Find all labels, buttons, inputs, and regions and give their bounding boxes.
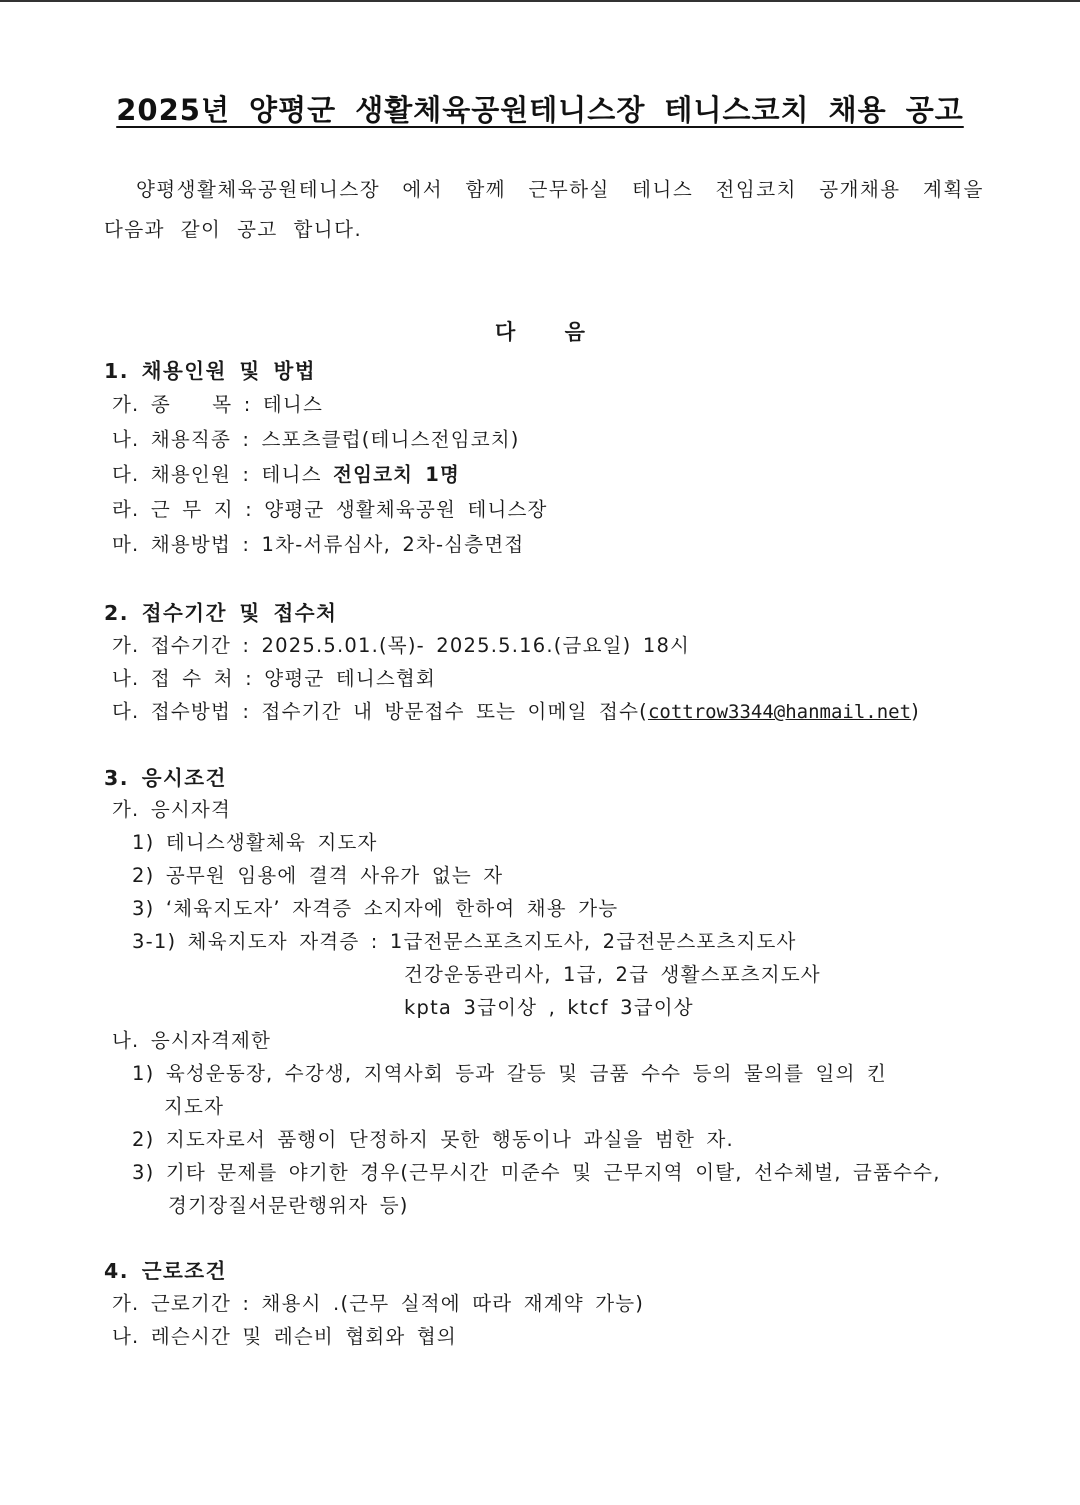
section-1-item-c: [112, 459, 460, 487]
email-link[interactable]: cottrow3344@hanmail.net: [647, 701, 912, 723]
section-3-item-b: 나. 응시자격제한: [112, 1029, 272, 1052]
section-2-item-c-text: 다. 접수방법 : 접수기간 내 방문접수 또는 이메일 접수(: [112, 700, 648, 723]
section-4-item-a: 가. 근로기간 : 채용시 .(근무 실적에 따라 재계약 가능): [112, 1292, 645, 1315]
section-1-heading: 1. 채용인원 및 방법: [104, 359, 317, 383]
page-title: 2025년 양평군 생활체육공원테니스장 테니스코치 채용 공고: [116, 93, 964, 127]
section-1-item-c-bold: 전임코치 1명: [333, 463, 461, 486]
section-1-item-d: 라. 근 무 지 : 양평군 생활체육공원 테니스장: [112, 498, 548, 521]
intro-line-1: 양평생활체육공원테니스장 에서 함께 근무하실 테니스 전임코치 공개채용 계획을: [136, 178, 984, 201]
section-2-item-c: [112, 696, 920, 724]
section-3-item-a3-1-line-2: 건강운동관리사, 1급, 2급 생활스포츠지도사: [404, 963, 821, 986]
section-1-item-a: 가. 종 목 : 테니스: [112, 393, 323, 416]
section-3-item-b3-line-2: 경기장질서문란행위자 등): [168, 1194, 409, 1217]
section-3-item-a3: 3) ‘체육지도자’ 자격증 소지자에 한하여 채용 가능: [132, 897, 619, 920]
section-1-item-b: 나. 채용직종 : 스포츠클럽(테니스전임코치): [112, 428, 520, 451]
section-3-item-a: 가. 응시자격: [112, 798, 231, 821]
section-2-heading: 2. 접수기간 및 접수처: [104, 601, 338, 625]
intro-line-2: 다음과 같이 공고 합니다.: [104, 218, 363, 241]
section-3-item-b2: 2) 지도자로서 품행이 단정하지 못한 행동이나 과실을 범한 자.: [132, 1128, 734, 1151]
section-4-item-b: 나. 레슨시간 및 레슨비 협회와 협의: [112, 1325, 457, 1348]
section-3-item-a3-1-line-3: kpta 3급이상 , ktcf 3급이상: [404, 996, 694, 1019]
section-1-item-e: 마. 채용방법 : 1차-서류심사, 2차-심층면접: [112, 533, 525, 556]
section-3-item-a1: 1) 테니스생활체육 지도자: [132, 831, 378, 854]
section-3-item-b1: 1) 육성운동장, 수강생, 지역사회 등과 갈등 및 금품 수수 등의 물의를 일의 킨: [132, 1062, 888, 1085]
section-divider-heading: 다 음: [495, 320, 585, 344]
intro-paragraph: [104, 170, 984, 250]
section-4-heading: 4. 근로조건: [104, 1259, 227, 1283]
section-3-item-b1-line-2: 지도자: [164, 1095, 225, 1118]
section-2-item-a: 가. 접수기간 : 2025.5.01.(목)- 2025.5.16.(금요일) 18시: [112, 634, 691, 657]
section-3-item-a2: 2) 공무원 임용에 결격 사유가 없는 자: [132, 864, 504, 887]
section-1-item-c-text: 다. 채용인원 : 테니스: [112, 463, 334, 486]
section-3-item-b3: 3) 기타 문제를 야기한 경우(근무시간 미준수 및 근무지역 이탈, 선수체벌, 금품수수,: [132, 1161, 941, 1184]
section-3-item-a3-1: 3-1) 체육지도자 자격증 : 1급전문스포츠지도사, 2급전문스포츠지도사: [132, 930, 797, 953]
top-border-line: [0, 0, 1080, 2]
section-2-item-c-close: ): [911, 700, 920, 723]
section-3-heading: 3. 응시조건: [104, 766, 227, 790]
section-2-item-b: 나. 접 수 처 : 양평군 테니스협회: [112, 667, 437, 690]
